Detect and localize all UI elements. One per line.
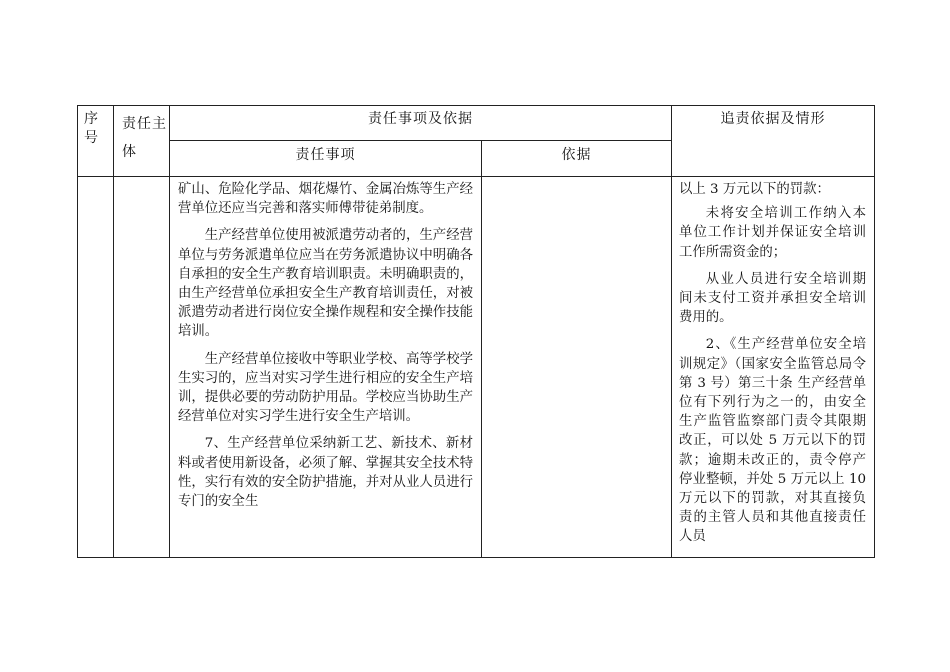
cell-subject-empty [114,177,170,558]
cell-seq-empty [78,177,114,558]
accountability-paragraph: 以上 3 万元以下的罚款： [679,182,830,197]
accountability-paragraph: 未将安全培训工作纳入本单位工作计划并保证安全培训工作所需资金的； [679,206,866,260]
cell-basis [482,177,672,558]
header-items: 责任事项 [170,141,482,177]
accountability-paragraph: 2、《生产经营单位安全培训规定》（国家安全监管总局令第 3 号）第三十条 生产经营单位有下列行为之一的，由安全生产监管监察部门责令其限期改正，可以处 5 万元以下的罚款；逾期未改正的，责令停产停业整顿，并处 5 万元以上 10 万元以下的罚款，对其直接负责的主管人员和其他直接责任人员 [679,337,866,545]
items-paragraph: 生产经营单位使用被派遣劳动者的，生产经营单位与劳务派遣单位应当在劳务派遣协议中明确各自承担的安全生产教育培训职责。未明确职责的，由生产经营单位承担安全生产教育培训责任，对被派遣劳动者进行岗位安全操作规程和安全操作技能培训。 [178,228,473,340]
items-paragraph: 7、生产经营单位采纳新工艺、新技术、新材料或者使用新设备，必须了解、掌握其安全技术特性，实行有效的安全防护措施，并对从业人员进行专门的安全生 [178,436,473,510]
header-accountability: 追责依据及情形 [672,106,875,177]
accountability-paragraph: 从业人员进行安全培训期间未支付工资并承担安全培训费用的。 [679,271,866,326]
header-subject: 责任主体 [114,106,170,177]
responsibility-table [77,105,875,558]
cell-accountability [672,177,875,558]
cell-items [170,177,482,558]
header-seq: 序号 [78,106,114,177]
items-paragraph: 矿山、危险化学品、烟花爆竹、金属冶炼等生产经营单位还应当完善和落实师傅带徒弟制度。 [178,182,473,217]
items-paragraph: 生产经营单位接收中等职业学校、高等学校学生实习的，应当对实习学生进行相应的安全生产培训，提供必要的劳动防护用品。学校应当协助生产经营单位对实习学生进行安全生产培训。 [178,351,473,425]
header-basis: 依据 [482,141,672,177]
header-items-and-basis: 责任事项及依据 [170,106,672,141]
